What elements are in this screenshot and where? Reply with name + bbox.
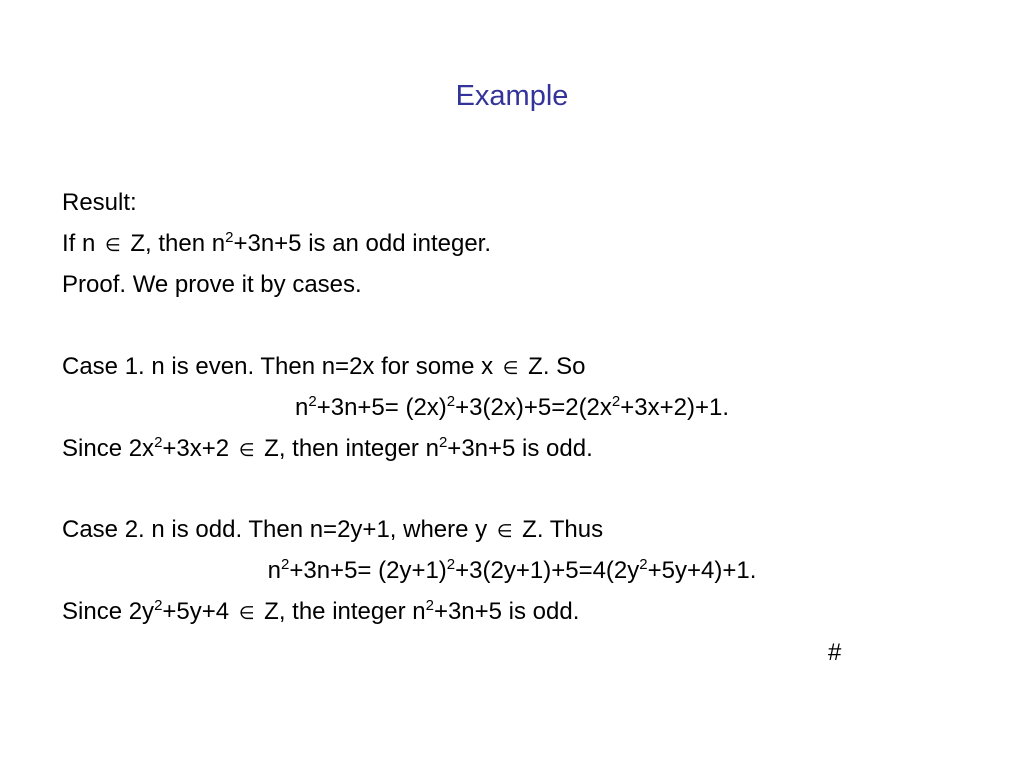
eq-part: +3(2x)+5=2(2x — [455, 394, 612, 421]
concl-part: +3n+5 is odd. — [447, 435, 593, 462]
eq-part: +3(2y+1)+5=4(2y — [455, 557, 640, 584]
superscript: 2 — [308, 393, 317, 410]
element-of-symbol: ∈ — [502, 358, 519, 378]
concl-part: Since 2x — [62, 435, 155, 462]
superscript: 2 — [611, 393, 621, 410]
element-of-symbol: ∈ — [496, 521, 513, 541]
case1-intro — [62, 352, 586, 383]
superscript: 2 — [438, 434, 448, 451]
superscript: 2 — [425, 597, 434, 614]
concl-part: Since 2y — [62, 598, 155, 625]
element-of-symbol: ∈ — [238, 603, 255, 623]
case1-equation — [0, 393, 1024, 423]
concl-part: Z, the integer n — [257, 598, 426, 625]
eq-part: n — [295, 394, 309, 421]
case2-equation — [0, 556, 1024, 586]
statement-text-a: If n — [62, 230, 103, 257]
case1-intro-a: Case 1. n is even. Then n=2x for some x — [62, 353, 500, 380]
statement-line — [62, 229, 491, 260]
eq-part: n — [267, 557, 281, 584]
statement-text-c: +3n+5 is an odd integer. — [233, 230, 491, 257]
superscript: 2 — [281, 556, 290, 573]
superscript: 2 — [225, 229, 234, 246]
concl-part: +5y+4 — [162, 598, 236, 625]
case1-conclusion — [62, 434, 593, 465]
concl-part: +3x+2 — [162, 435, 236, 462]
superscript: 2 — [154, 597, 163, 614]
case2-intro-b: Z. Thus — [515, 516, 604, 543]
case1-intro-b: Z. So — [521, 353, 586, 380]
element-of-symbol: ∈ — [105, 235, 121, 255]
case2-conclusion — [62, 597, 579, 628]
eq-part: +5y+4)+1. — [647, 557, 757, 584]
proof-intro: Proof. We prove it by cases. — [62, 271, 362, 298]
case2-intro-a: Case 2. n is odd. Then n=2y+1, where y — [62, 516, 494, 543]
case2-intro — [62, 515, 603, 546]
superscript: 2 — [446, 393, 456, 410]
element-of-symbol: ∈ — [238, 440, 255, 460]
superscript: 2 — [154, 434, 163, 451]
concl-part: Z, then integer n — [257, 435, 439, 462]
eq-part: +3n+5= (2x) — [316, 394, 447, 421]
result-label: Result: — [62, 189, 137, 216]
concl-part: +3n+5 is odd. — [433, 598, 580, 625]
superscript: 2 — [639, 556, 648, 573]
eq-part: +3n+5= (2y+1) — [289, 557, 447, 584]
superscript: 2 — [446, 556, 456, 573]
eq-part: +3x+2)+1. — [620, 394, 729, 421]
statement-text-b: Z, then n — [123, 230, 226, 257]
slide-title: Example — [455, 80, 569, 112]
qed-mark: # — [828, 639, 842, 666]
